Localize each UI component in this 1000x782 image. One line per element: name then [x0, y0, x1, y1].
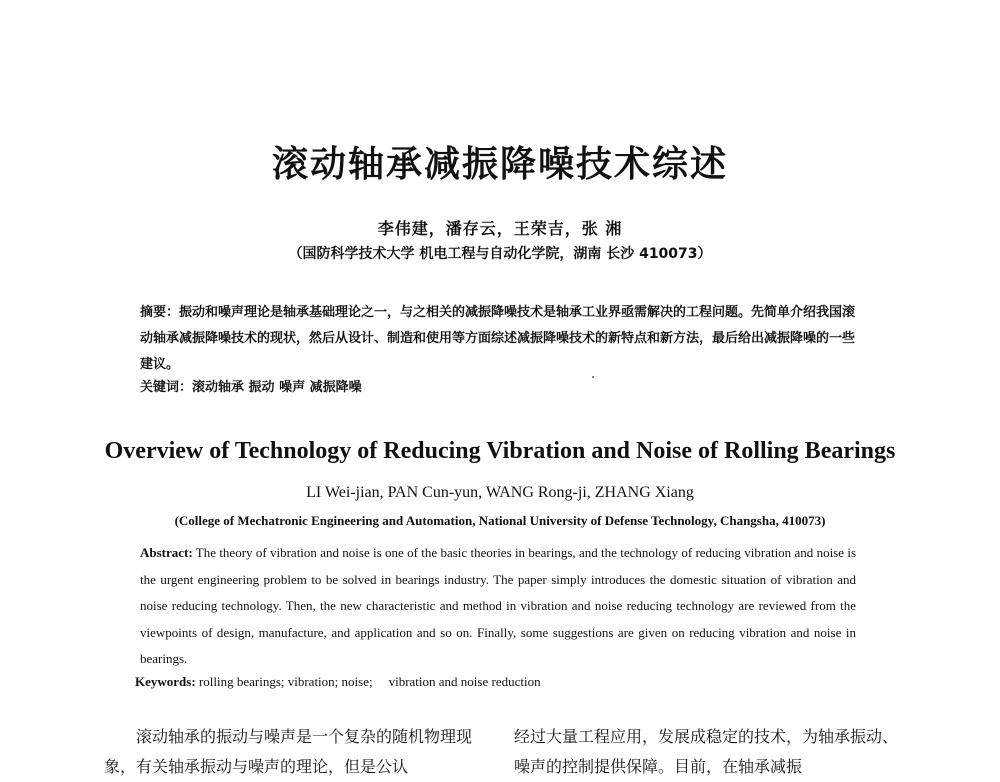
- affiliation-chinese: （国防科学技术大学 机电工程与自动化学院，湖南 长沙 410073）: [288, 246, 712, 262]
- keywords-chinese-text: 滚动轴承 振动 噪声 减振降噪: [192, 380, 362, 395]
- keywords-chinese: [140, 376, 362, 395]
- body-column-left: 滚动轴承的振动与噪声是一个复杂的随机物理现象，有关轴承振动与噪声的理论，但是公认: [104, 727, 473, 776]
- keywords-english-text-a: rolling bearings; vibration; noise;: [198, 674, 373, 689]
- authors-chinese: 李伟建，潘存云，王荣吉，张 湘: [377, 219, 623, 238]
- keywords-chinese-label: 关键词：: [140, 380, 193, 395]
- abstract-chinese-text: 振动和噪声理论是轴承基础理论之一，与之相关的减振降噪技术是轴承工业界亟需解决的工程问题。先简单介绍我国滚动轴承减振降噪技术的现状，然后从设计、制造和使用等方面综述减振降噪技术的新特点和新方法，最后给出减振降噪的一些建议。: [140, 305, 856, 372]
- affiliation-english: (College of Mechatronic Engineering and Automation, National University of Defense Technology, Changsha, 410073): [174, 513, 826, 528]
- paper-title-english: Overview of Technology of Reducing Vibration and Noise of Rolling Bearings: [104, 438, 896, 464]
- scan-speck: [592, 376, 594, 378]
- abstract-chinese-label: 摘要：: [140, 305, 180, 320]
- paper-title-chinese: 滚动轴承减振降噪技术综述: [271, 144, 728, 185]
- authors-english: LI Wei-jian, PAN Cun-yun, WANG Rong-ji, ZHANG Xiang: [306, 484, 694, 501]
- abstract-english-text: The theory of vibration and noise is one of the basic theories in bearings, and the technology of reducing vibration and noise is the urgent engineering problem to be solved in bearings industry. The paper simply introduces the domestic situation of vibration and noise reducing technology. Then, the new characteristic and method in vibration and noise reducing technology are reviewed from the viewpoints of design, manufacture, and application and so on. Finally, some suggestions are given on reducing vibration and noise in bearings.: [140, 545, 856, 666]
- body-column-right: 经过大量工程应用，发展成稳定的技术，为轴承振动、噪声的控制提供保障。目前，在轴承减振: [514, 727, 899, 776]
- abstract-english-label: Abstract:: [140, 545, 193, 560]
- abstract-english: [140, 540, 856, 673]
- keywords-english: [135, 674, 541, 690]
- keywords-english-text-b: vibration and noise reduction: [388, 674, 541, 689]
- abstract-chinese: [140, 300, 860, 378]
- keywords-english-label: Keywords:: [135, 674, 196, 689]
